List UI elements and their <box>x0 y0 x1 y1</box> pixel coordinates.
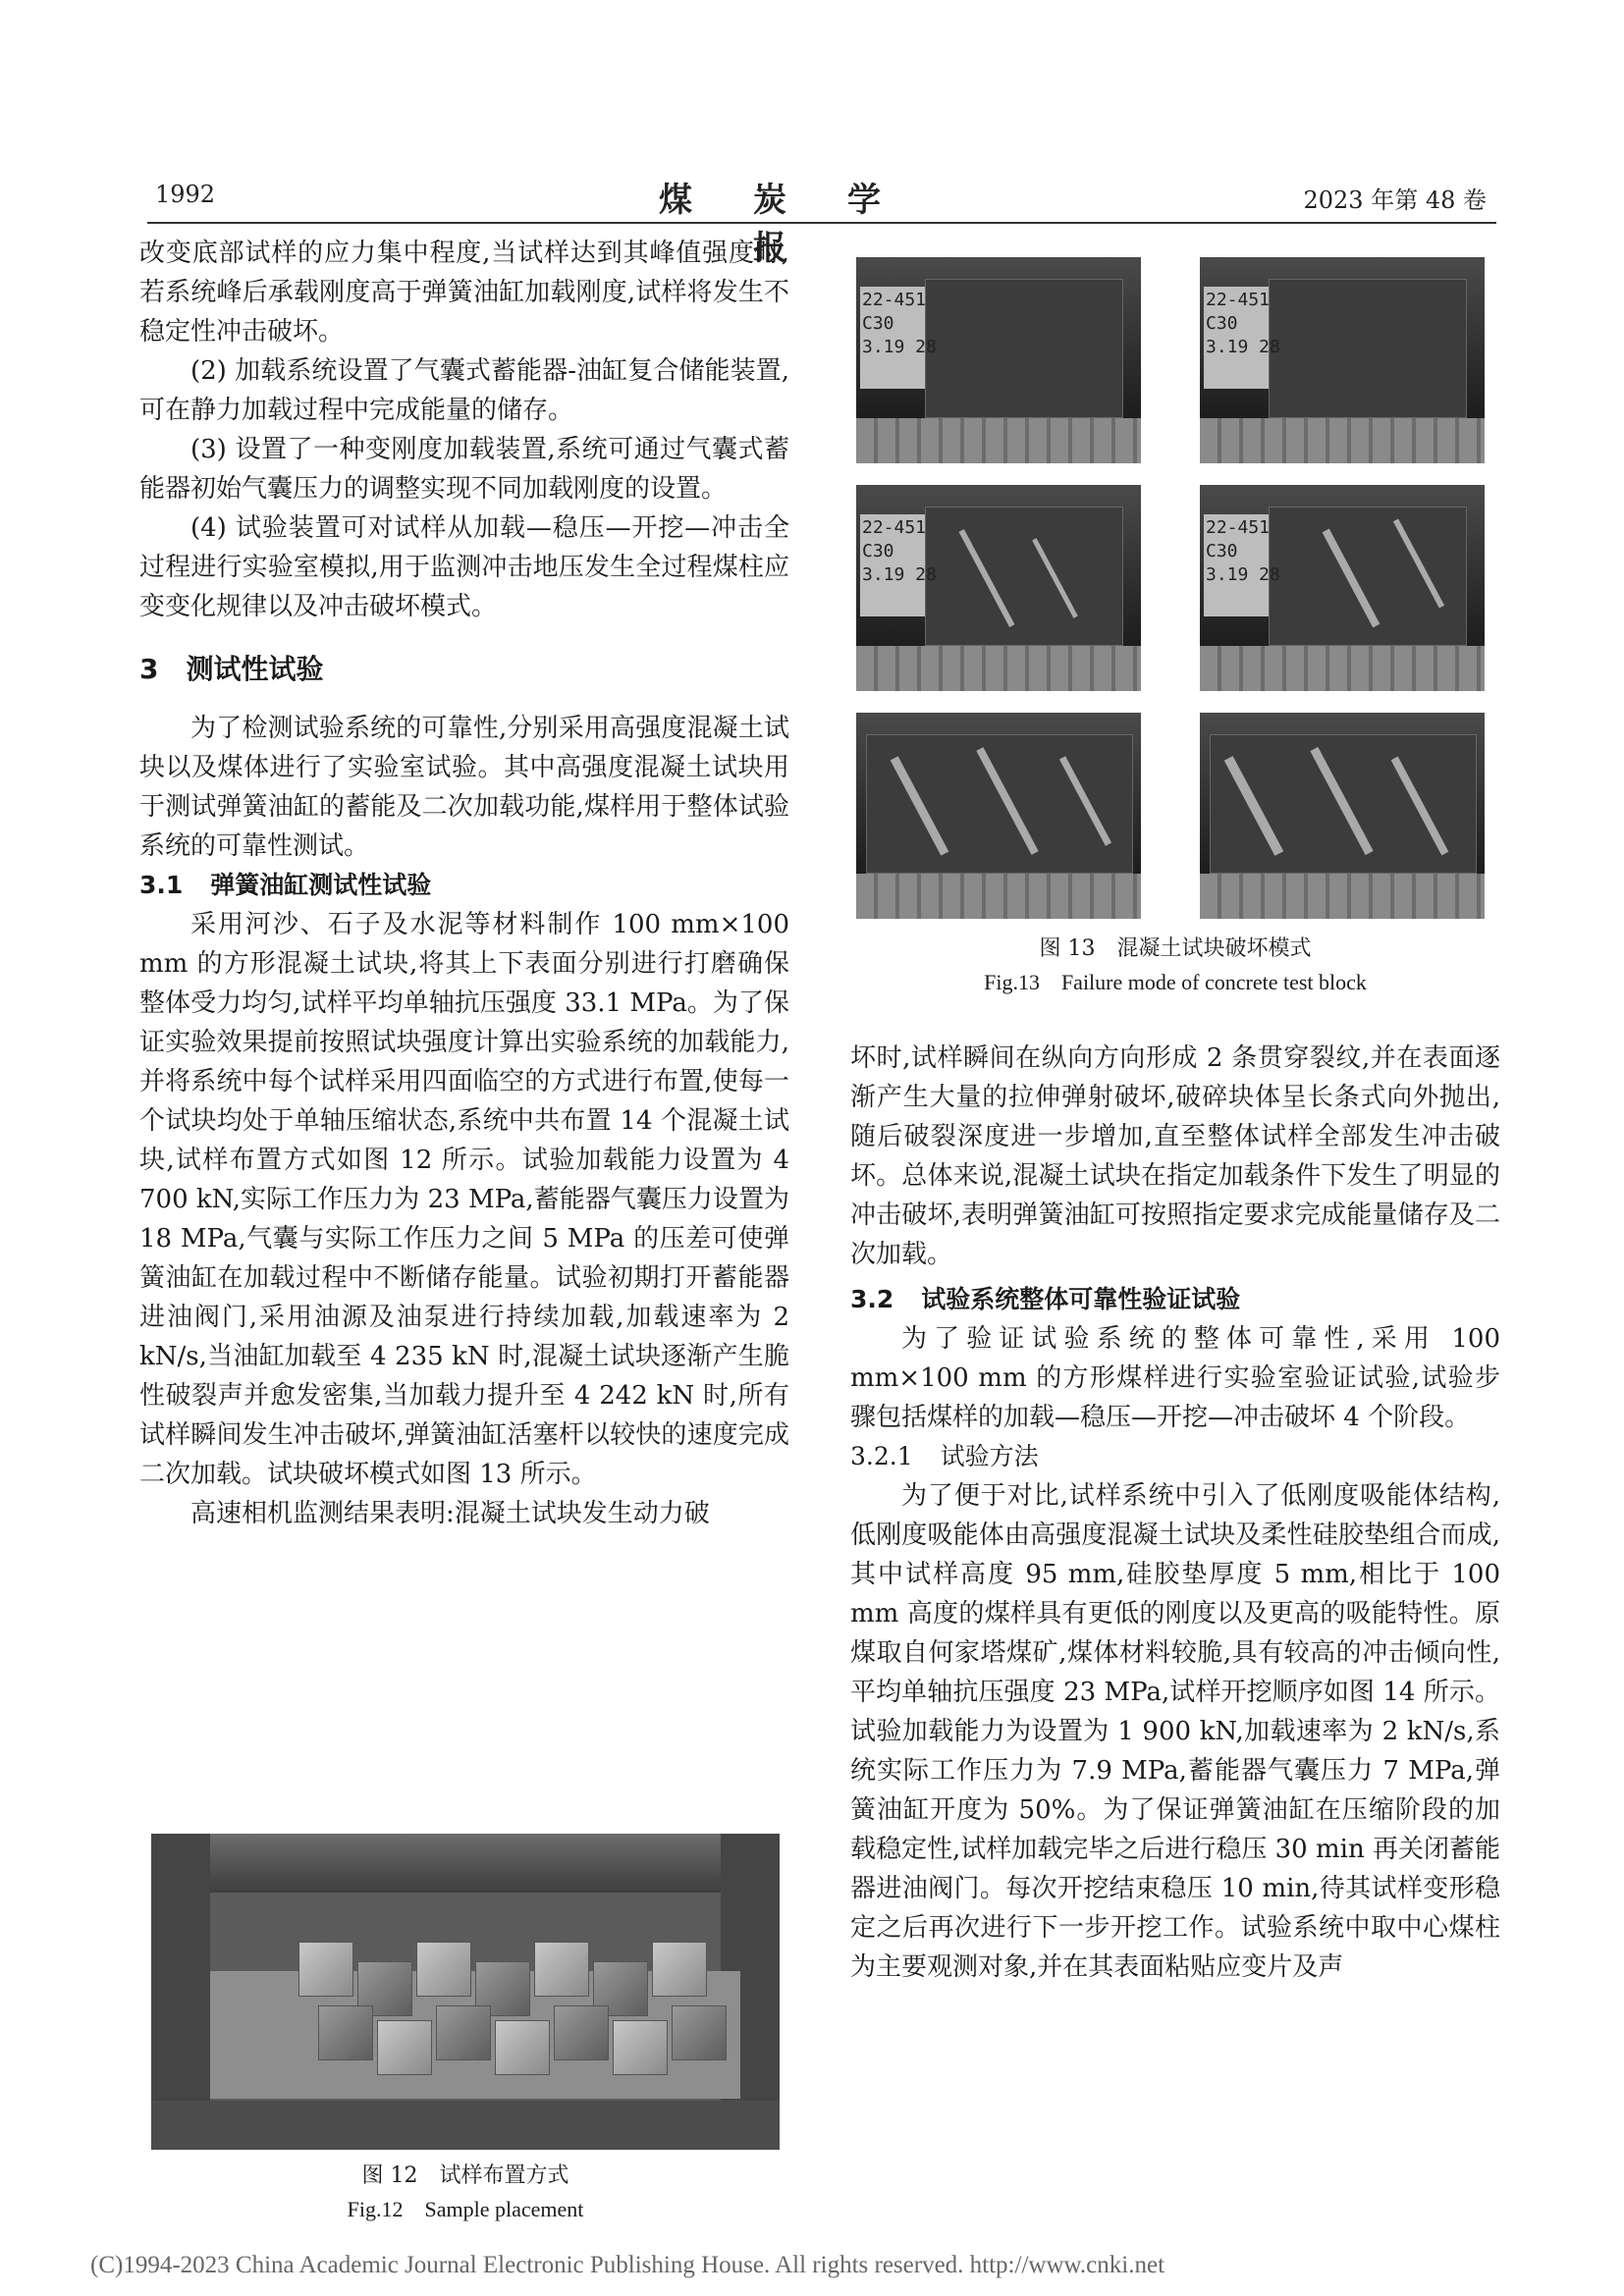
subsection-heading: 3.2 试验系统整体可靠性验证试验 <box>850 1285 1241 1313</box>
paragraph: 改变底部试样的应力集中程度,当试样达到其峰值强度时,若系统峰后承载刚度高于弹簧油缸加载刚度,试样将发生不稳定性冲击破坏。 <box>139 239 789 347</box>
paragraph: (2) 加载系统设置了气囊式蓄能器-油缸复合储能装置,可在静力加载过程中完成能量的储存。 <box>139 356 789 425</box>
paragraph: 为了检测试验系统的可靠性,分别采用高强度混凝土试块以及煤体进行了实验室试验。其中高强度混凝土试块用于测试弹簧油缸的蓄能及二次加载功能,煤样用于整体试验系统的可靠性测试。 <box>139 714 789 861</box>
page-number: 1992 <box>155 181 216 208</box>
figure-13-caption-cn: 图 13 混凝土试块破坏模式 <box>1039 936 1312 961</box>
failure-photo: 22-451 C30 3.19 28 <box>856 257 1141 463</box>
failure-photo: 22-451 C30 3.19 28 <box>856 485 1141 691</box>
subsection-heading: 3.1 弹簧油缸测试性试验 <box>139 871 432 899</box>
volume-info: 2023 年第 48 卷 <box>1303 187 1487 214</box>
journal-title: 煤炭学报 <box>659 181 942 268</box>
paragraph: 坏时,试样瞬间在纵向方向形成 2 条贯穿裂纹,并在表面逐渐产生大量的拉伸弹射破坏,破碎块体呈长条式向外抛出,随后破裂深度进一步增加,直至整体试样全部发生冲击破坏。总体来说,混凝土试块在指定加载条件下发生了明显的冲击破坏,表明弹簧油缸可按照指定要求完成能量储存及二次加载。 <box>850 1043 1500 1269</box>
subsubsection-heading: 3.2.1 试验方法 <box>850 1442 1039 1470</box>
failure-photo: 22-451 C30 3.19 28 <box>1200 257 1485 463</box>
right-column <box>850 1039 1500 1987</box>
failure-photo <box>1200 713 1485 919</box>
figure-13-caption-en: Fig.13 Failure mode of concrete test block <box>984 970 1367 994</box>
paragraph: 为了便于对比,试样系统中引入了低刚度吸能体结构,低刚度吸能体由高强度混凝土试块及柔性硅胶垫组合而成,其中试样高度 95 mm,硅胶垫厚度 5 mm,相比于 100 mm 高度的煤样具有更低的刚度以及更高的吸能特性。原煤取自何家塔煤矿,煤体材料较脆,具有较高的冲击倾向性,平均单轴抗压强度 23 MPa,试样开挖顺序如图 14 所示。试验加载能力为设置为 1 900 kN,加载速率为 2 kN/s,系统实际工作压力为 7.9 MPa,蓄能器气囊压力 7 MPa,弹簧油缸开度为 50%。为了保证弹簧油缸在压缩阶段的加载稳定性,试样加载完毕之后进行稳压 30 min 再关闭蓄能器进油阀门。每次开挖结束稳压 10 min,待其试样变形稳定之后再次进行下一步开挖工作。试验系统中取中心煤柱为主要观测对象,并在其表面粘贴应变片及声 <box>850 1481 1500 1982</box>
paragraph: (4) 试验装置可对试样从加载—稳压—开挖—冲击全过程进行实验室模拟,用于监测冲击地压发生全过程煤柱应变变化规律以及冲击破坏模式。 <box>139 513 789 621</box>
figure-13 <box>856 257 1494 994</box>
paragraph: (3) 设置了一种变刚度加载装置,系统可通过气囊式蓄能器初始气囊压力的调整实现不同加载刚度的设置。 <box>139 435 789 504</box>
paragraph: 采用河沙、石子及水泥等材料制作 100 mm×100 mm 的方形混凝土试块,将其上下表面分别进行打磨确保整体受力均匀,试样平均单轴抗压强度 33.1 MPa。为了保证实验效果提前按照试块强度计算出实验系统的加载能力,并将系统中每个试样采用四面临空的方式进行布置,使每一个试块均处于单轴压缩状态,系统中共布置 14 个混凝土试块,试样布置方式如图 12 所示。试验加载能力设置为 4 700 kN,实际工作压力为 23 MPa,蓄能器气囊压力设置为 18 MPa,气囊与实际工作压力之间 5 MPa 的压差可使弹簧油缸在加载过程中不断储存能量。试验初期打开蓄能器进油阀门,采用油源及油泵进行持续加载,加载速率为 2 kN/s,当油缸加载至 4 235 kN 时,混凝土试块逐渐产生脆性破裂声并愈发密集,当加载力提升至 4 242 kN 时,所有试样瞬间发生冲击破坏,弹簧油缸活塞杆以较快的速度完成二次加载。试块破坏模式如图 13 所示。 <box>139 910 789 1489</box>
figure-12-caption-cn: 图 12 试样布置方式 <box>361 2163 569 2188</box>
paragraph: 高速相机监测结果表明:混凝土试块发生动力破 <box>190 1499 710 1528</box>
failure-photo <box>856 713 1141 919</box>
header-rule <box>147 222 1496 224</box>
section-heading: 3 测试性试验 <box>139 653 324 685</box>
figure-12-photo <box>151 1834 780 2150</box>
paragraph: 为了验证试验系统的整体可靠性,采用 100 mm×100 mm 的方形煤样进行实验室验证试验,试验步骤包括煤样的加载—稳压—开挖—冲击破坏 4 个阶段。 <box>850 1324 1500 1432</box>
copyright-footer: (C)1994-2023 China Academic Journal Electronic Publishing House. All rights reserved. http://www.cnki.net <box>90 2252 1165 2278</box>
figure-12-caption-en: Fig.12 Sample placement <box>347 2197 584 2221</box>
failure-photo: 22-451 C30 3.19 28 <box>1200 485 1485 691</box>
left-column <box>139 234 789 1533</box>
